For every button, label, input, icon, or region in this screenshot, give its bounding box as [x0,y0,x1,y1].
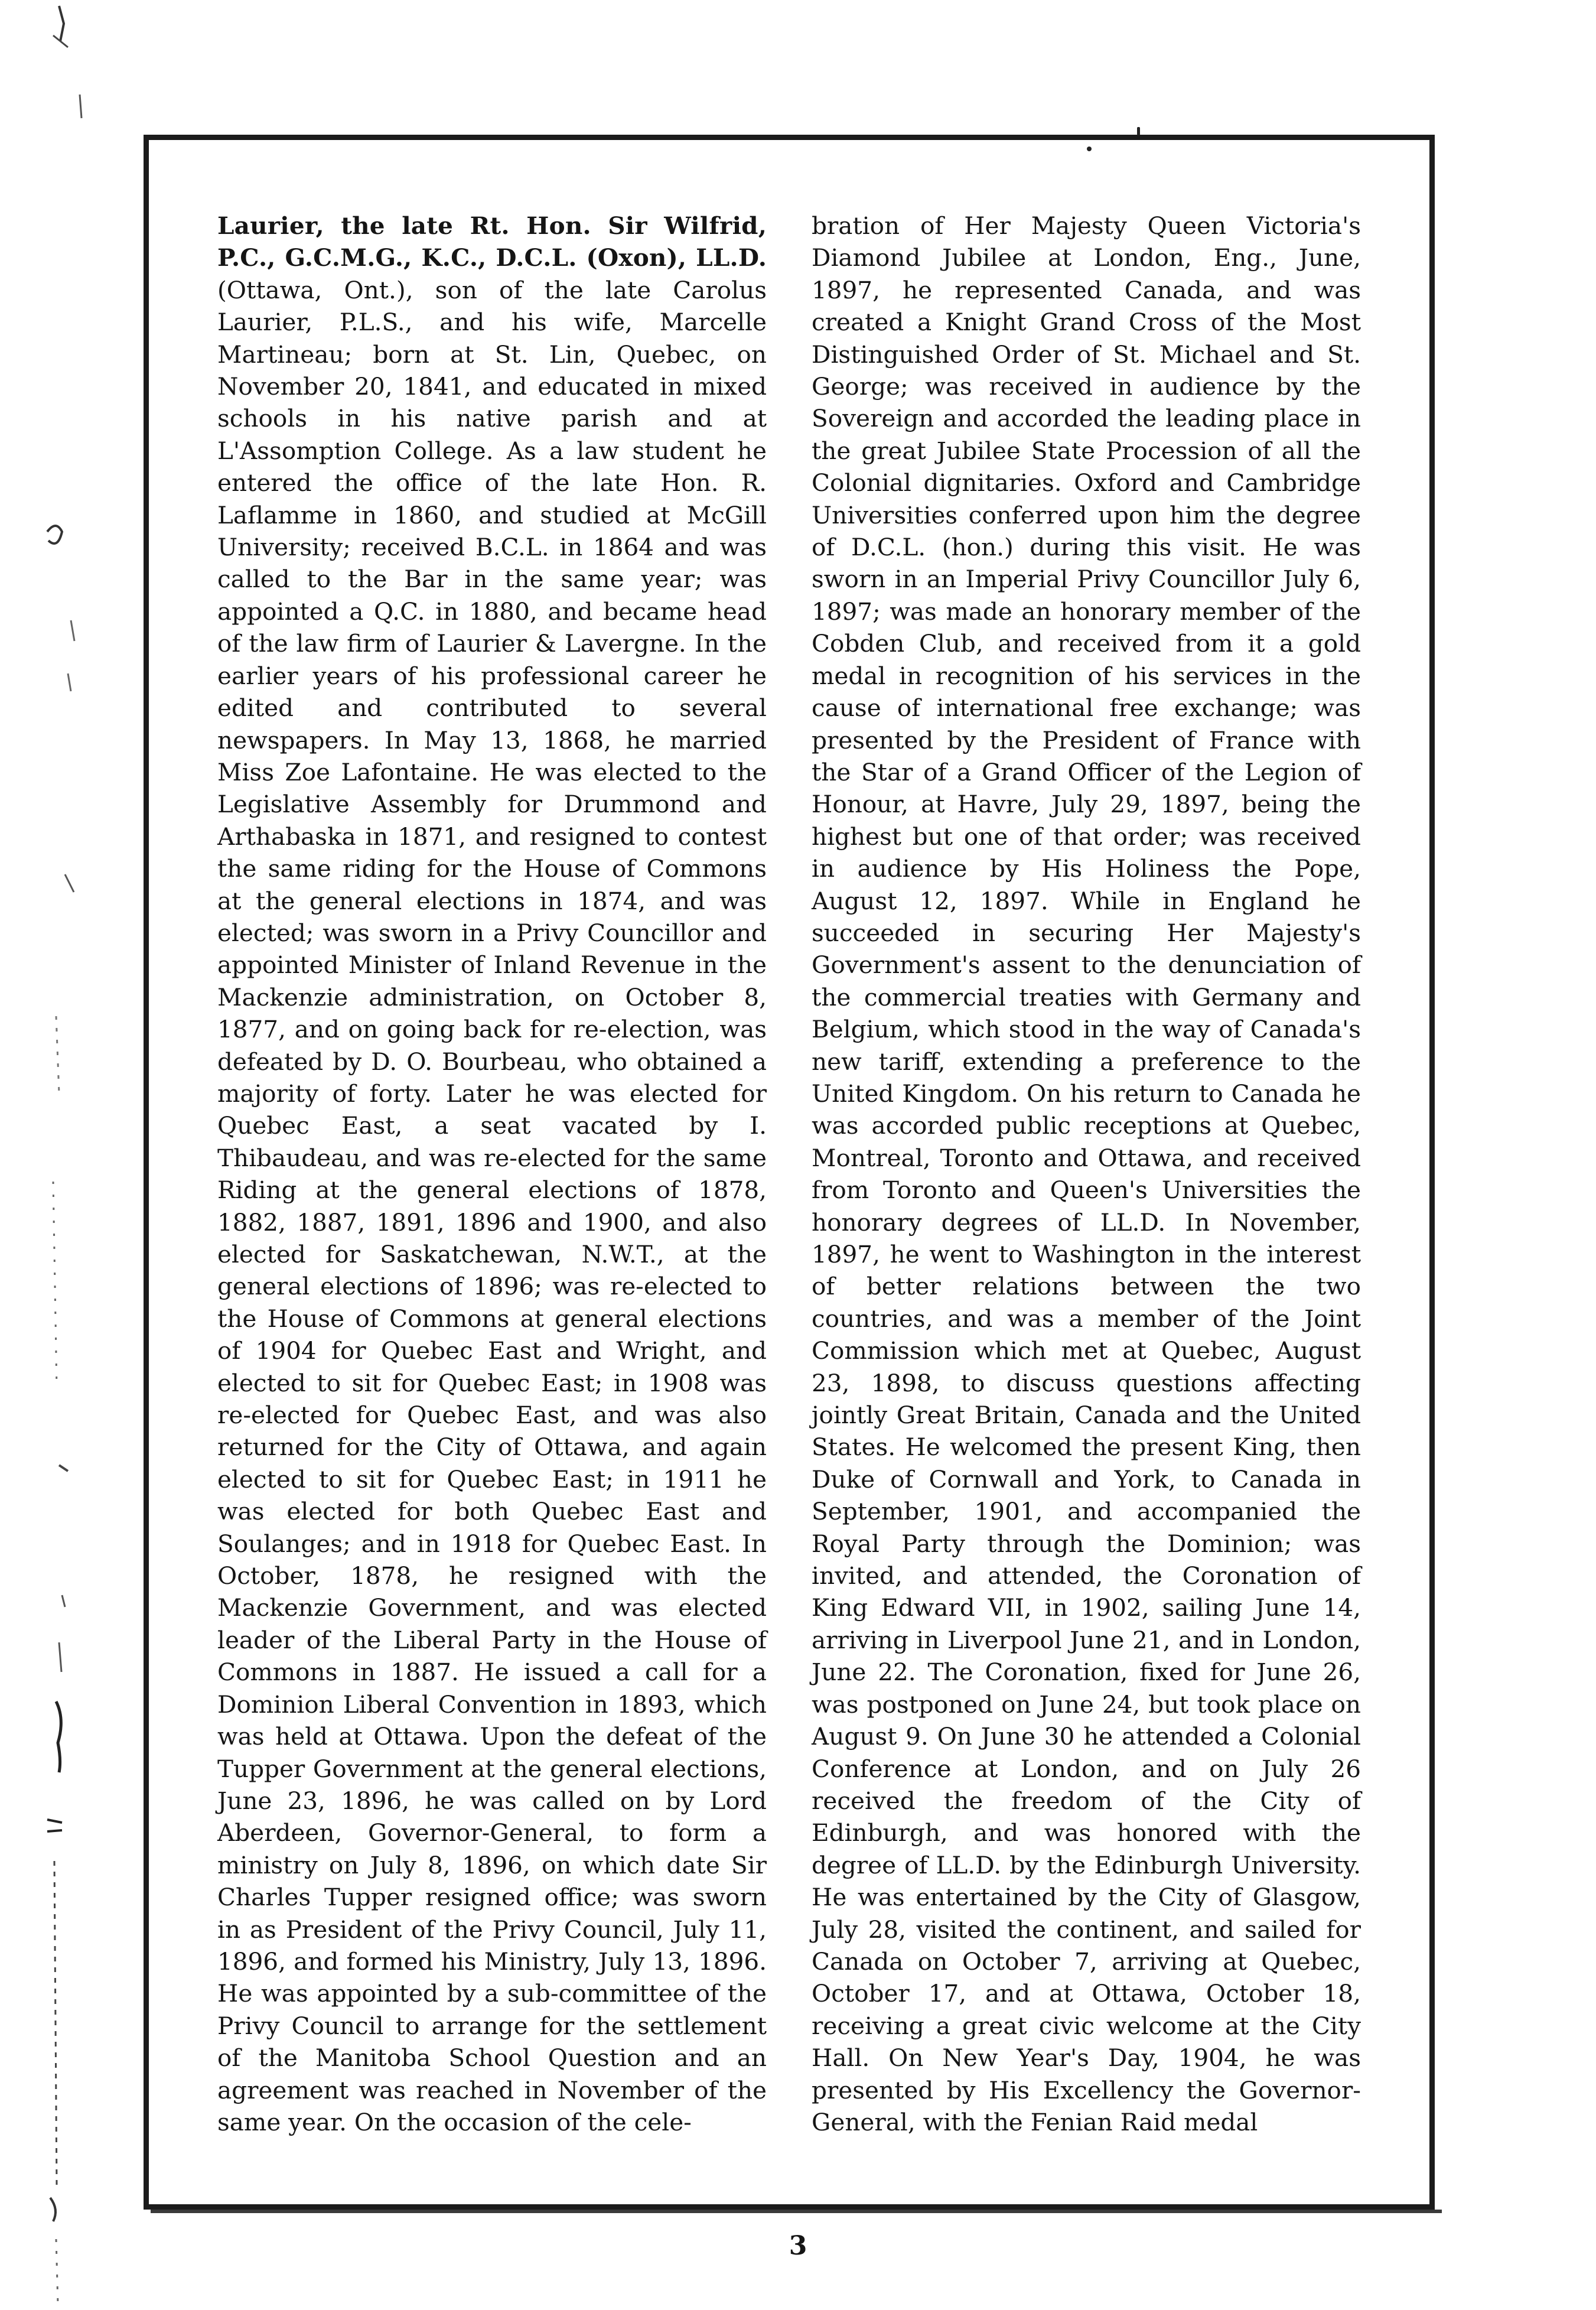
page-border-shadow [151,2210,1442,2213]
ink-speck [1087,147,1092,151]
left-column [217,210,767,2138]
page-number: 3 [789,2231,807,2261]
entry-heading: Laurier, the late Rt. Hon. Sir Wilfrid, P.C., G.C.M.G., K.C., D.C.L. (Oxon), LL.D. [217,212,767,272]
scan-edge-marks [0,0,136,2310]
left-column-text: (Ottawa, Ont.), son of the late Carolus Laurier, P.L.S., and his wife, Marcelle Martineau; born at St. Lin, Quebec, on November 20, 1841, and educated in mixed schools in his native parish and at L'Assomption College. As a law student he entered the office of the late Hon. R. Laflamme in 1860, and studied at McGill University; received B.C.L. in 1864 and was called to the Bar in the same year; was appointed a Q.C. in 1880, and became head of the law firm of Laurier & Lavergne. In the earlier years of his professional career he edited and contributed to several newspapers. In May 13, 1868, he married Miss Zoe Lafontaine. He was elected to the Legislative Assembly for Drummond and Arthabaska in 1871, and resigned to contest the same riding for the House of Commons at the general elections in 1874, and was elected; was sworn in a Privy Councillor and appointed Minister of Inland Revenue in the Mackenzie administration, on October 8, 1877, and on going back for re-election, was defeated by D. O. Bourbeau, who obtained a majority of forty. Later he was elected for Quebec East, a seat vacated by I. Thibaudeau, and was re-elected for the same Riding at the general elections of 1878, 1882, 1887, 1891, 1896 and 1900, and also elected for Saskatchewan, N.W.T., at the general elections of 1896; was re-elected to the House of Commons at general elections of 1904 for Quebec East and Wright, and elected to sit for Quebec East; in 1908 was re-elected for Quebec East, and was also returned for the City of Ottawa, and again elected to sit for Quebec East; in 1911 he was elected for both Quebec East and Soulanges; and in 1918 for Quebec East. In October, 1878, he resigned with the Mackenzie Government, and was elected leader of the Liberal Party in the House of Commons in 1887. He issued a call for a Dominion Liberal Convention in 1893, which was held at Ottawa. Upon the defeat of the Tupper Government at the general elections, June 23, 1896, he was called on by Lord Aberdeen, Governor-General, to form a ministry on July 8, 1896, on which date Sir Charles Tupper resigned office; was sworn in as President of the Privy Council, July 11, 1896, and formed his Ministry, July 13, 1896. He was appointed by a sub-committee of the Privy Council to arrange for the settlement of the Manitoba School Question and an agreement was reached in November of the same year. On the occasion of the cele- [217,275,767,2136]
right-column [812,210,1361,2138]
ink-speck [1137,127,1140,135]
right-column-text: bration of Her Majesty Queen Victoria's Diamond Jubilee at London, Eng., June, 1897, he represented Canada, and was created a Knight Grand Cross of the Most Distinguished Order of St. Michael and St. George; was received in audience by the Sovereign and accorded the leading place in the great Jubilee State Procession of all the Colonial dignitaries. Oxford and Cambridge Universities conferred upon him the degree of D.C.L. (hon.) during this visit. He was sworn in an Imperial Privy Councillor July 6, 1897; was made an honorary member of the Cobden Club, and received from it a gold medal in recognition of his services in the cause of international free exchange; was presented by the President of France with the Star of a Grand Officer of the Legion of Honour, at Havre, July 29, 1897, being the highest but one of that order; was received in audience by His Holiness the Pope, August 12, 1897. While in England he succeeded in securing Her Majesty's Government's assent to the denunciation of the commercial treaties with Germany and Belgium, which stood in the way of Canada's new tariff, extending a preference to the United Kingdom. On his return to Canada he was accorded public receptions at Quebec, Montreal, Toronto and Ottawa, and received from Toronto and Queen's Universities the honorary degrees of LL.D. In November, 1897, he went to Washington in the interest of better relations between the two countries, and was a member of the Joint Commission which met at Quebec, August 23, 1898, to discuss questions affecting jointly Great Britain, Canada and the United States. He welcomed the present King, then Duke of Cornwall and York, to Canada in September, 1901, and accompanied the Royal Party through the Dominion; was invited, and attended, the Coronation of King Edward VII, in 1902, sailing June 14, arriving in Liverpool June 21, and in London, June 22. The Coronation, fixed for June 26, was postponed on June 24, but took place on August 9. On June 30 he attended a Colonial Conference at London, and on July 26 received the freedom of the City of Edinburgh, and was honored with the degree of LL.D. by the Edinburgh University. He was entertained by the City of Glasgow, July 28, visited the continent, and sailed for Canada on October 7, arriving at Quebec, October 17, and at Ottawa, October 18, receiving a great civic welcome at the City Hall. On New Year's Day, 1904, he was presented by His Excellency the Governor-General, with the Fenian Raid medal [812,212,1361,2136]
